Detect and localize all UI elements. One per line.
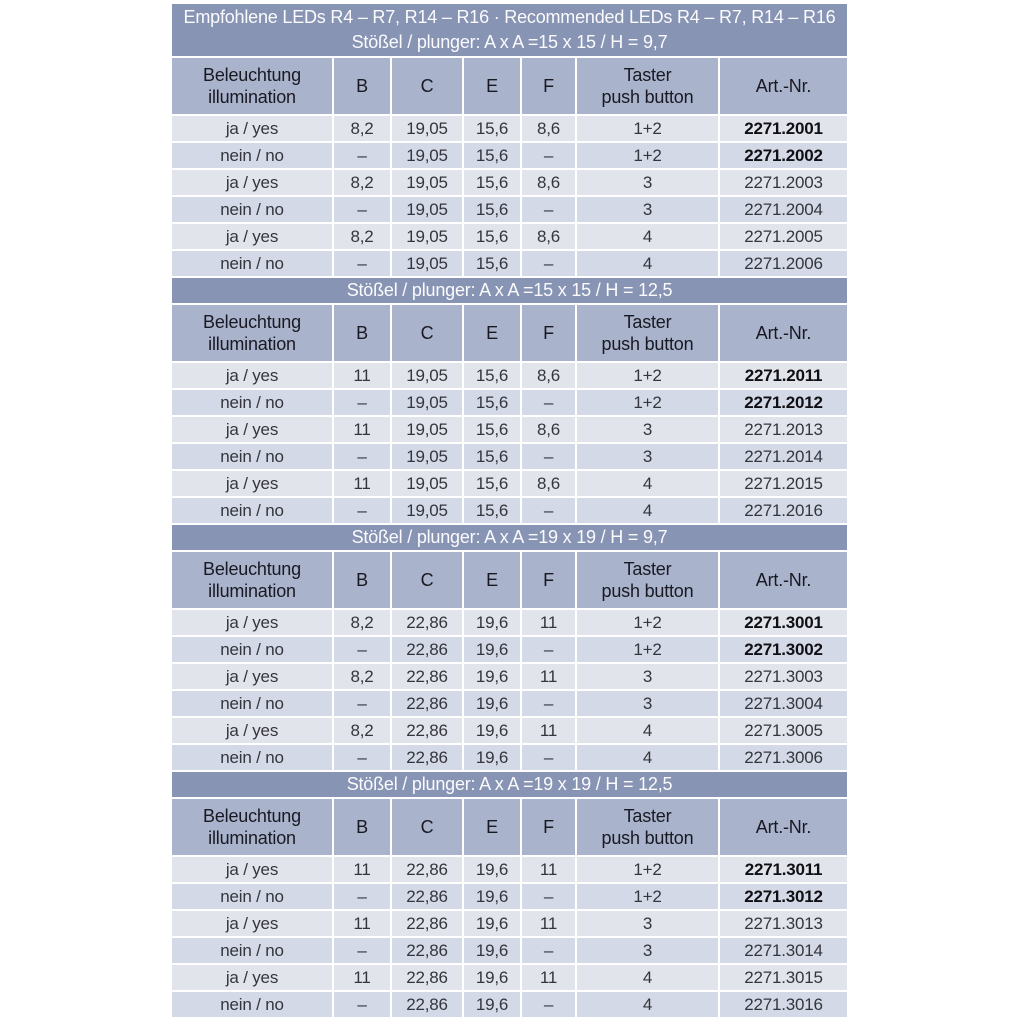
cell-taster: 3 <box>577 911 718 936</box>
cell-taster: 3 <box>577 664 718 689</box>
cell-illumination: nein / no <box>172 637 332 662</box>
cell-e: 19,6 <box>464 992 520 1017</box>
col-header-taster-de: Taster <box>623 65 672 85</box>
cell-b: – <box>334 637 390 662</box>
col-header-illumination-en: illumination <box>208 334 296 354</box>
col-header-c: C <box>392 305 462 361</box>
cell-art-nr: 2271.2004 <box>720 197 847 222</box>
col-header-b: B <box>334 58 390 114</box>
table-row <box>172 745 847 770</box>
cell-e: 15,6 <box>464 116 520 141</box>
col-header-c: C <box>392 552 462 608</box>
cell-c: 22,86 <box>392 610 462 635</box>
cell-art-nr: 2271.3011 <box>720 857 847 882</box>
col-header-taster <box>577 305 718 361</box>
cell-c: 19,05 <box>392 224 462 249</box>
section-subtitle: Stößel / plunger: A x A =15 x 15 / H = 9,7 <box>351 32 668 52</box>
cell-b: 8,2 <box>334 718 390 743</box>
cell-b: 11 <box>334 911 390 936</box>
cell-illumination: ja / yes <box>172 718 332 743</box>
col-header-taster-de: Taster <box>623 312 672 332</box>
column-header-row <box>172 58 847 114</box>
table-row <box>172 965 847 990</box>
cell-art-nr: 2271.3014 <box>720 938 847 963</box>
cell-f: – <box>522 637 575 662</box>
cell-b: – <box>334 745 390 770</box>
spec-table <box>172 4 847 1017</box>
section-title-bar <box>172 772 847 797</box>
cell-taster: 4 <box>577 471 718 496</box>
col-header-illumination <box>172 799 332 855</box>
cell-b: – <box>334 884 390 909</box>
cell-c: 22,86 <box>392 691 462 716</box>
table-row <box>172 390 847 415</box>
cell-b: – <box>334 197 390 222</box>
cell-taster: 1+2 <box>577 390 718 415</box>
cell-e: 15,6 <box>464 471 520 496</box>
col-header-taster-en: push button <box>601 581 694 601</box>
table-row <box>172 116 847 141</box>
cell-art-nr: 2271.3013 <box>720 911 847 936</box>
cell-e: 15,6 <box>464 143 520 168</box>
column-header-row <box>172 799 847 855</box>
cell-f: 8,6 <box>522 471 575 496</box>
cell-b: 8,2 <box>334 116 390 141</box>
cell-f: – <box>522 745 575 770</box>
cell-art-nr: 2271.2011 <box>720 363 847 388</box>
table-row <box>172 444 847 469</box>
col-header-illumination <box>172 58 332 114</box>
cell-art-nr: 2271.2006 <box>720 251 847 276</box>
cell-art-nr: 2271.3002 <box>720 637 847 662</box>
cell-c: 22,86 <box>392 992 462 1017</box>
table-row <box>172 363 847 388</box>
cell-art-nr: 2271.3015 <box>720 965 847 990</box>
cell-f: 8,6 <box>522 417 575 442</box>
cell-c: 22,86 <box>392 884 462 909</box>
cell-b: – <box>334 143 390 168</box>
cell-f: – <box>522 143 575 168</box>
cell-c: 19,05 <box>392 390 462 415</box>
cell-f: 8,6 <box>522 116 575 141</box>
cell-illumination: ja / yes <box>172 911 332 936</box>
cell-taster: 3 <box>577 444 718 469</box>
cell-taster: 4 <box>577 745 718 770</box>
cell-illumination: nein / no <box>172 197 332 222</box>
cell-taster: 1+2 <box>577 857 718 882</box>
cell-b: – <box>334 251 390 276</box>
cell-f: – <box>522 197 575 222</box>
cell-art-nr: 2271.2002 <box>720 143 847 168</box>
col-header-f: F <box>522 552 575 608</box>
cell-taster: 1+2 <box>577 884 718 909</box>
cell-illumination: ja / yes <box>172 857 332 882</box>
table-main-title: Empfohlene LEDs R4 – R7, R14 – R16 · Recommended LEDs R4 – R7, R14 – R16 <box>183 7 836 27</box>
cell-art-nr: 2271.2014 <box>720 444 847 469</box>
cell-illumination: ja / yes <box>172 965 332 990</box>
section-title-bar <box>172 278 847 303</box>
cell-art-nr: 2271.2005 <box>720 224 847 249</box>
cell-art-nr: 2271.2012 <box>720 390 847 415</box>
col-header-e: E <box>464 58 520 114</box>
section-title-bar <box>172 525 847 550</box>
cell-c: 22,86 <box>392 718 462 743</box>
col-header-taster-en: push button <box>601 87 694 107</box>
section-title-bar <box>172 4 847 56</box>
cell-illumination: nein / no <box>172 251 332 276</box>
cell-f: – <box>522 938 575 963</box>
col-header-f: F <box>522 305 575 361</box>
cell-c: 19,05 <box>392 498 462 523</box>
col-header-c: C <box>392 58 462 114</box>
cell-illumination: nein / no <box>172 143 332 168</box>
cell-e: 19,6 <box>464 938 520 963</box>
col-header-illumination-de: Beleuchtung <box>203 806 301 826</box>
table-row <box>172 637 847 662</box>
cell-c: 19,05 <box>392 197 462 222</box>
cell-e: 19,6 <box>464 884 520 909</box>
col-header-illumination <box>172 552 332 608</box>
cell-b: 11 <box>334 363 390 388</box>
cell-illumination: nein / no <box>172 390 332 415</box>
cell-taster: 4 <box>577 718 718 743</box>
cell-e: 15,6 <box>464 363 520 388</box>
cell-b: – <box>334 390 390 415</box>
cell-illumination: ja / yes <box>172 170 332 195</box>
col-header-illumination-en: illumination <box>208 581 296 601</box>
cell-taster: 4 <box>577 251 718 276</box>
cell-art-nr: 2271.2015 <box>720 471 847 496</box>
col-header-b: B <box>334 799 390 855</box>
cell-e: 19,6 <box>464 691 520 716</box>
cell-b: 8,2 <box>334 224 390 249</box>
cell-c: 22,86 <box>392 857 462 882</box>
column-header-row <box>172 305 847 361</box>
table-row <box>172 197 847 222</box>
cell-e: 19,6 <box>464 637 520 662</box>
cell-b: 8,2 <box>334 170 390 195</box>
cell-c: 19,05 <box>392 116 462 141</box>
col-header-b: B <box>334 552 390 608</box>
cell-f: 11 <box>522 857 575 882</box>
cell-e: 15,6 <box>464 197 520 222</box>
cell-c: 22,86 <box>392 965 462 990</box>
cell-e: 19,6 <box>464 857 520 882</box>
cell-taster: 1+2 <box>577 143 718 168</box>
table-row <box>172 251 847 276</box>
cell-taster: 4 <box>577 224 718 249</box>
table-row <box>172 938 847 963</box>
cell-c: 19,05 <box>392 170 462 195</box>
cell-taster: 4 <box>577 498 718 523</box>
col-header-illumination-de: Beleuchtung <box>203 312 301 332</box>
table-row <box>172 718 847 743</box>
table-row <box>172 691 847 716</box>
col-header-e: E <box>464 305 520 361</box>
cell-c: 22,86 <box>392 938 462 963</box>
table-row <box>172 170 847 195</box>
cell-art-nr: 2271.2016 <box>720 498 847 523</box>
col-header-taster-de: Taster <box>623 559 672 579</box>
table-row <box>172 498 847 523</box>
cell-c: 22,86 <box>392 745 462 770</box>
section-subtitle: Stößel / plunger: A x A =15 x 15 / H = 12,5 <box>346 280 673 300</box>
cell-f: 11 <box>522 718 575 743</box>
cell-illumination: ja / yes <box>172 610 332 635</box>
col-header-taster <box>577 58 718 114</box>
table-row <box>172 610 847 635</box>
cell-e: 19,6 <box>464 911 520 936</box>
cell-art-nr: 2271.2001 <box>720 116 847 141</box>
cell-taster: 4 <box>577 965 718 990</box>
col-header-f: F <box>522 799 575 855</box>
cell-f: – <box>522 444 575 469</box>
cell-taster: 4 <box>577 992 718 1017</box>
table-row <box>172 992 847 1017</box>
cell-b: – <box>334 938 390 963</box>
cell-b: – <box>334 992 390 1017</box>
cell-e: 19,6 <box>464 664 520 689</box>
cell-e: 15,6 <box>464 417 520 442</box>
cell-c: 19,05 <box>392 363 462 388</box>
table-row <box>172 884 847 909</box>
col-header-b: B <box>334 305 390 361</box>
cell-f: 11 <box>522 965 575 990</box>
col-header-e: E <box>464 552 520 608</box>
cell-b: 11 <box>334 417 390 442</box>
cell-c: 19,05 <box>392 417 462 442</box>
cell-illumination: nein / no <box>172 938 332 963</box>
cell-illumination: ja / yes <box>172 664 332 689</box>
cell-c: 22,86 <box>392 664 462 689</box>
cell-f: 8,6 <box>522 170 575 195</box>
col-header-taster-en: push button <box>601 828 694 848</box>
column-header-row <box>172 552 847 608</box>
col-header-art-nr: Art.-Nr. <box>720 799 847 855</box>
col-header-c: C <box>392 799 462 855</box>
cell-e: 19,6 <box>464 610 520 635</box>
section-subtitle: Stößel / plunger: A x A =19 x 19 / H = 9,7 <box>351 527 668 547</box>
cell-taster: 3 <box>577 417 718 442</box>
cell-e: 19,6 <box>464 965 520 990</box>
cell-e: 15,6 <box>464 444 520 469</box>
cell-taster: 1+2 <box>577 116 718 141</box>
col-header-art-nr: Art.-Nr. <box>720 305 847 361</box>
cell-illumination: ja / yes <box>172 116 332 141</box>
col-header-art-nr: Art.-Nr. <box>720 552 847 608</box>
cell-e: 19,6 <box>464 745 520 770</box>
cell-f: – <box>522 691 575 716</box>
section-subtitle: Stößel / plunger: A x A =19 x 19 / H = 12,5 <box>346 774 673 794</box>
table-row <box>172 911 847 936</box>
table-row <box>172 224 847 249</box>
cell-e: 15,6 <box>464 498 520 523</box>
cell-b: 11 <box>334 965 390 990</box>
cell-f: 11 <box>522 610 575 635</box>
cell-e: 15,6 <box>464 224 520 249</box>
table-row <box>172 857 847 882</box>
cell-b: 11 <box>334 857 390 882</box>
cell-c: 19,05 <box>392 143 462 168</box>
cell-art-nr: 2271.3016 <box>720 992 847 1017</box>
cell-illumination: nein / no <box>172 745 332 770</box>
table-row <box>172 417 847 442</box>
cell-f: – <box>522 498 575 523</box>
cell-b: 8,2 <box>334 664 390 689</box>
col-header-illumination <box>172 305 332 361</box>
cell-taster: 1+2 <box>577 637 718 662</box>
cell-f: – <box>522 390 575 415</box>
col-header-illumination-en: illumination <box>208 828 296 848</box>
cell-f: 8,6 <box>522 363 575 388</box>
cell-art-nr: 2271.2013 <box>720 417 847 442</box>
cell-b: 8,2 <box>334 610 390 635</box>
cell-illumination: ja / yes <box>172 417 332 442</box>
col-header-f: F <box>522 58 575 114</box>
cell-e: 19,6 <box>464 718 520 743</box>
col-header-taster-de: Taster <box>623 806 672 826</box>
cell-illumination: nein / no <box>172 691 332 716</box>
cell-illumination: nein / no <box>172 444 332 469</box>
cell-c: 19,05 <box>392 251 462 276</box>
cell-illumination: ja / yes <box>172 363 332 388</box>
table-row <box>172 664 847 689</box>
col-header-art-nr: Art.-Nr. <box>720 58 847 114</box>
cell-art-nr: 2271.2003 <box>720 170 847 195</box>
cell-taster: 3 <box>577 691 718 716</box>
cell-b: – <box>334 444 390 469</box>
cell-b: – <box>334 498 390 523</box>
cell-art-nr: 2271.3001 <box>720 610 847 635</box>
col-header-e: E <box>464 799 520 855</box>
table-row <box>172 143 847 168</box>
table-row <box>172 471 847 496</box>
cell-art-nr: 2271.3003 <box>720 664 847 689</box>
col-header-illumination-de: Beleuchtung <box>203 559 301 579</box>
cell-f: – <box>522 884 575 909</box>
cell-art-nr: 2271.3005 <box>720 718 847 743</box>
cell-illumination: ja / yes <box>172 224 332 249</box>
cell-f: 11 <box>522 664 575 689</box>
cell-f: 8,6 <box>522 224 575 249</box>
cell-f: 11 <box>522 911 575 936</box>
cell-c: 22,86 <box>392 637 462 662</box>
col-header-taster <box>577 552 718 608</box>
cell-taster: 1+2 <box>577 610 718 635</box>
cell-taster: 1+2 <box>577 363 718 388</box>
col-header-illumination-de: Beleuchtung <box>203 65 301 85</box>
cell-b: – <box>334 691 390 716</box>
cell-c: 19,05 <box>392 444 462 469</box>
cell-e: 15,6 <box>464 390 520 415</box>
cell-f: – <box>522 251 575 276</box>
cell-b: 11 <box>334 471 390 496</box>
cell-art-nr: 2271.3004 <box>720 691 847 716</box>
cell-taster: 3 <box>577 938 718 963</box>
cell-c: 22,86 <box>392 911 462 936</box>
cell-e: 15,6 <box>464 170 520 195</box>
col-header-taster <box>577 799 718 855</box>
cell-illumination: ja / yes <box>172 471 332 496</box>
col-header-taster-en: push button <box>601 334 694 354</box>
cell-e: 15,6 <box>464 251 520 276</box>
cell-taster: 3 <box>577 197 718 222</box>
col-header-illumination-en: illumination <box>208 87 296 107</box>
cell-f: – <box>522 992 575 1017</box>
cell-illumination: nein / no <box>172 992 332 1017</box>
cell-taster: 3 <box>577 170 718 195</box>
cell-illumination: nein / no <box>172 498 332 523</box>
cell-c: 19,05 <box>392 471 462 496</box>
cell-art-nr: 2271.3006 <box>720 745 847 770</box>
cell-illumination: nein / no <box>172 884 332 909</box>
cell-art-nr: 2271.3012 <box>720 884 847 909</box>
